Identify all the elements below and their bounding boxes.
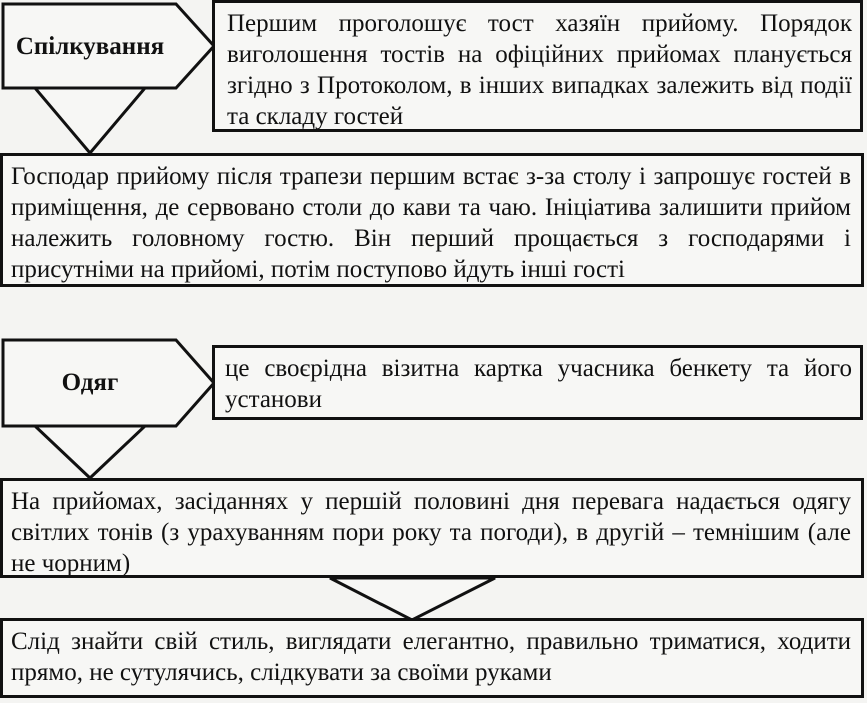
spilkuvannia-bottom-text: Господар прийому після трапези першим встає з-за столу і запрошує гостей в приміщення, де сервовано столи до кави та чаю. Ініціатива залишити прийом належить головному гостю. Він перший прощається з господарями і присутніми на прийомі, потім поступово йдуть інші гості — [11, 163, 851, 283]
odiah-bottom-text: Слід знайти свій стиль, виглядати елегантно, правильно триматися, ходити прямо, не сутулячись, слідкувати за своїми руками — [11, 628, 851, 686]
odiah-middle-text: На прийомах, засіданнях у першій половині дня перевага надається одягу світлих тонів (з урахуванням пори року та погоди), в другій – темнішим (але не чорним) — [11, 488, 851, 577]
label-odiah — [6, 343, 174, 423]
spilkuvannia-bottom-box — [0, 153, 864, 287]
odiah-middle-box — [0, 478, 864, 578]
spilkuvannia-top-text: Першим проголошує тост хазяїн прийому. Порядок виголошення тостів на офіційних прийомах планується згідно з Протоколом, в інших випадках залежить від події та складу гостей — [227, 10, 852, 130]
odiah-bottom-box — [0, 618, 864, 698]
label-spilkuvannia-text: Спілкування — [15, 32, 165, 60]
label-odiah-text: Одяг — [61, 369, 119, 396]
down-triangle-3 — [330, 578, 495, 620]
odiah-top-box — [212, 345, 863, 420]
odiah-top-text: це своєрідна візитна картка учасника бенкету та його установи — [225, 355, 852, 413]
down-triangle-1 — [35, 88, 145, 153]
spilkuvannia-top-box — [212, 0, 863, 132]
label-spilkuvannia — [6, 7, 174, 86]
down-triangle-2 — [35, 426, 145, 478]
